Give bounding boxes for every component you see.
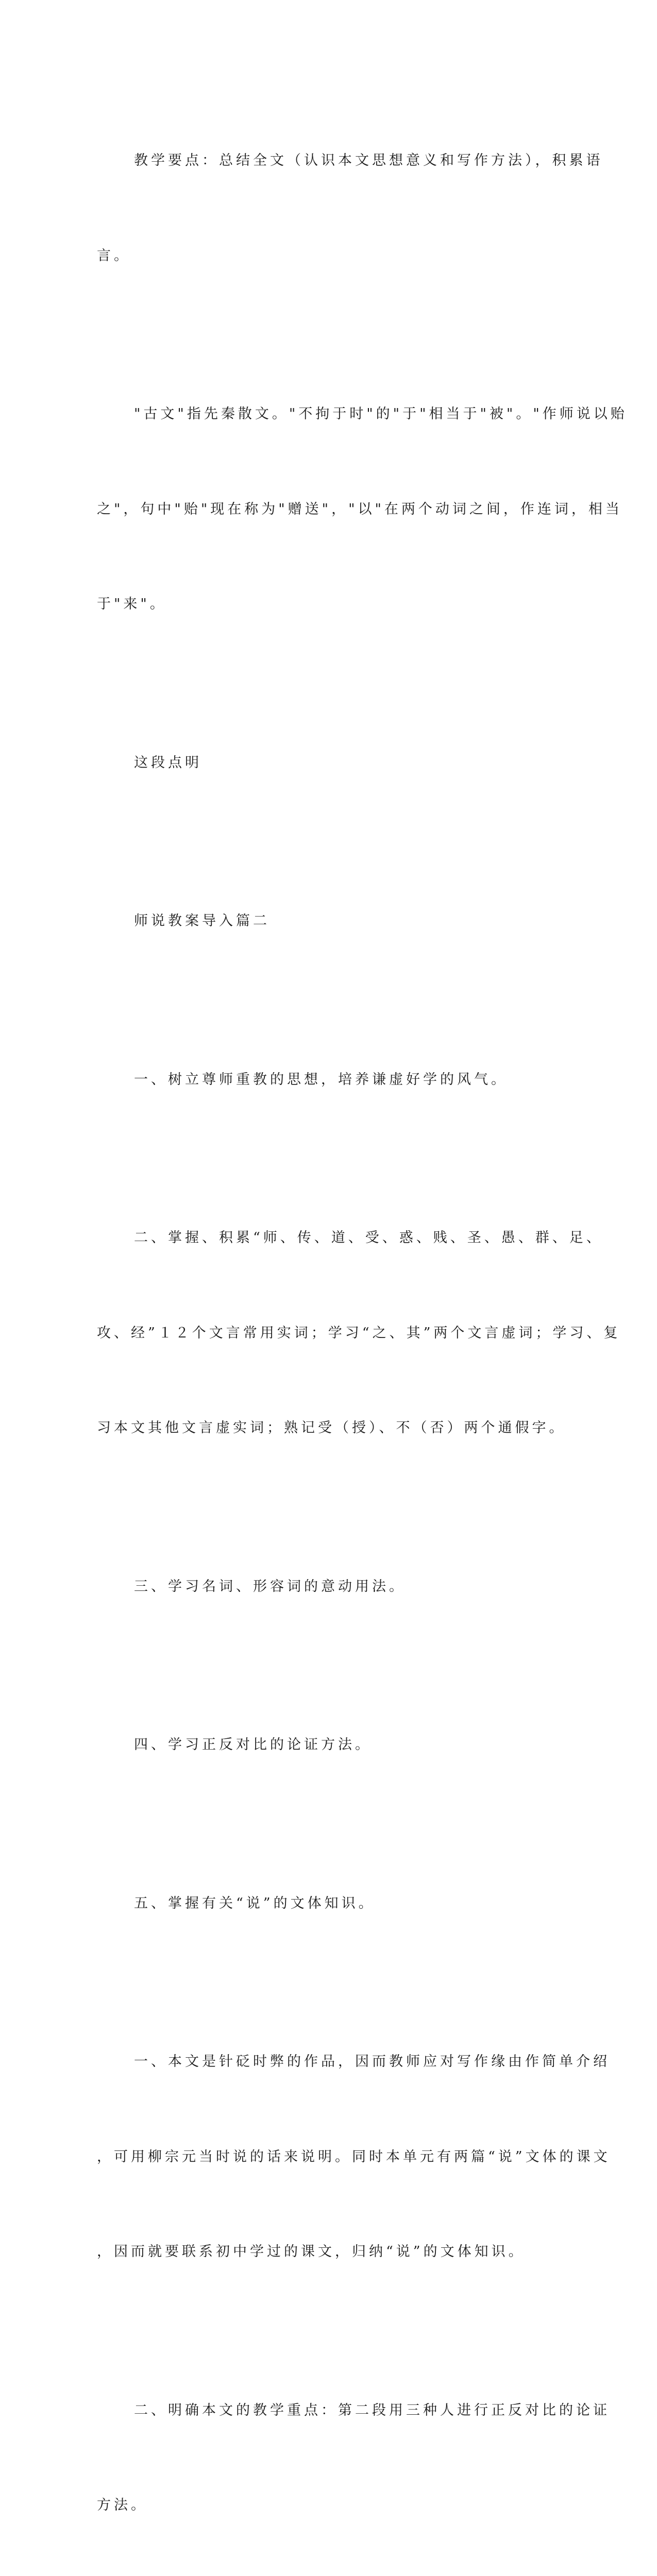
- objective-item-1: [97, 1001, 561, 1159]
- section-heading: [97, 842, 561, 1001]
- text-line: ，因而就要联系初中学过的课文，归纳“说”的文体知识。: [60, 2236, 561, 2268]
- text-line: "古文"指先秦散文。"不拘于时"的"于"相当于"被"。"作师说以贻: [97, 398, 561, 430]
- text-line: 一、本文是针砭时弊的作品，因而教师应对写作缘由作简单介绍: [97, 2046, 561, 2078]
- text-line: 二、掌握、积累“师、传、道、受、惑、贱、圣、愚、群、足、: [97, 1222, 561, 1254]
- text-line: 三、学习名词、形容词的意动用法。: [97, 1571, 561, 1603]
- text-line: 方法。: [60, 2489, 561, 2521]
- objective-item-3: [97, 1507, 561, 1666]
- text-line: 于"来"。: [60, 588, 561, 620]
- objective-item-2: [97, 1159, 561, 1507]
- text-line: 攻、经”１２个文言常用实词；学习“之、其”两个文言虚词；学习、复: [60, 1317, 561, 1349]
- text-line: 言。: [60, 240, 561, 272]
- paragraph-section-note: [97, 684, 561, 842]
- text-line: 二、明确本文的教学重点：第二段用三种人进行正反对比的论证: [97, 2395, 561, 2427]
- text-line: 习本文其他文言虚实词；熟记受（授）、不（否）两个通假字。: [60, 1412, 561, 1444]
- method-item-1: [97, 1982, 561, 2331]
- text-line: 教学要点：总结全文（认识本文思想意义和写作方法），积累语: [97, 145, 561, 177]
- document-page: [0, 0, 657, 850]
- paragraph-teaching-points: [97, 81, 561, 335]
- objective-item-4: [97, 1666, 561, 1824]
- text-line: 一、树立尊师重教的思想，培养谦虚好学的风气。: [97, 1064, 561, 1096]
- objective-item-5: [97, 1824, 561, 1983]
- text-line: 之"，句中"贻"现在称为"赠送"，"以"在两个动词之间，作连词，相当: [60, 494, 561, 526]
- text-line: ，可用柳宗元当时说的话来说明。同时本单元有两篇“说”文体的课文: [60, 2141, 561, 2173]
- text-line: 五、掌握有关“说”的文体知识。: [97, 1888, 561, 1920]
- paragraph-guwen-note: [97, 335, 561, 684]
- document-body: [97, 81, 561, 2576]
- text-line: 师说教案导入篇二: [97, 905, 561, 937]
- text-line: 四、学习正反对比的论证方法。: [97, 1729, 561, 1761]
- method-item-2: [97, 2331, 561, 2576]
- text-line: 这段点明: [97, 747, 561, 779]
